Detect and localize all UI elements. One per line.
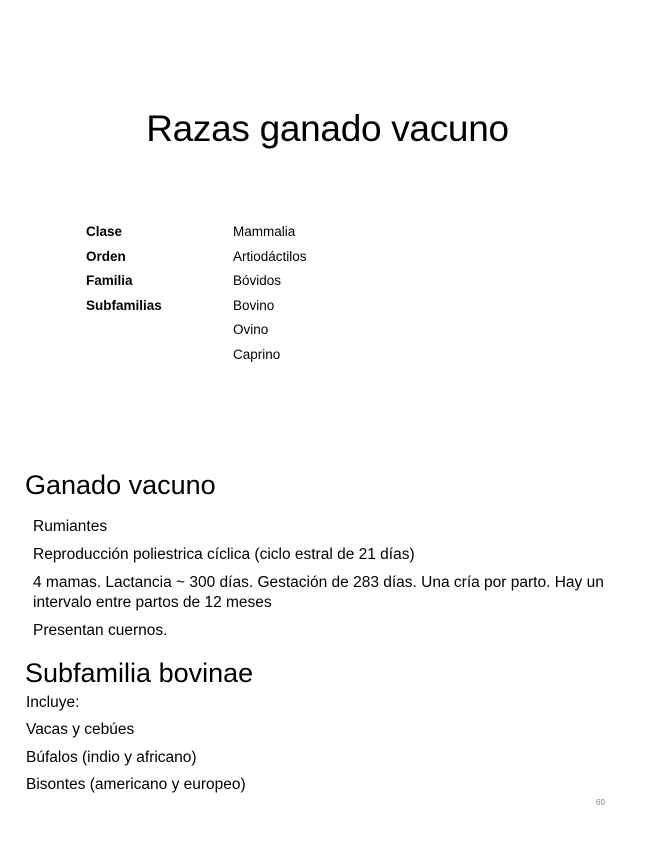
section-heading-subfamilia-bovinae: Subfamilia bovinae [25, 658, 254, 688]
taxonomy-row [86, 298, 406, 323]
taxonomy-value: Bovino [233, 297, 275, 313]
taxonomy-table [86, 224, 406, 372]
ganado-vacuno-list [33, 517, 643, 649]
taxonomy-key: Subfamilias [86, 297, 162, 313]
list-item: Vacas y cebúes [26, 721, 135, 739]
page-number: 60 [596, 798, 605, 807]
taxonomy-row [86, 224, 406, 249]
list-item: 4 mamas. Lactancia ~ 300 días. Gestación de 283 días. Una cría por parto. Hay un intervalo entre partos de 12 meses [33, 574, 604, 611]
taxonomy-value: Ovino [233, 322, 269, 338]
list-item: Búfalos (indio y africano) [26, 748, 197, 766]
taxonomy-value: Artiodáctilos [233, 248, 307, 264]
list-item: Rumiantes [33, 518, 108, 535]
list-item: Bisontes (americano y europeo) [26, 775, 246, 793]
taxonomy-key: Orden [86, 248, 126, 264]
taxonomy-value: Bóvidos [233, 273, 282, 289]
page-title: Razas ganado vacuno [146, 108, 509, 149]
taxonomy-row [86, 249, 406, 274]
taxonomy-row [86, 322, 406, 347]
taxonomy-key: Familia [86, 273, 133, 289]
section-heading-ganado-vacuno: Ganado vacuno [25, 470, 216, 500]
list-item: Incluye: [26, 694, 80, 711]
taxonomy-value: Mammalia [233, 224, 296, 239]
list-item: Reproducción poliestrica cíclica (ciclo estral de 21 días) [33, 546, 415, 563]
subfamilia-bovinae-list [26, 693, 636, 802]
list-item: Presentan cuernos. [33, 622, 168, 639]
taxonomy-row [86, 273, 406, 298]
taxonomy-value: Caprino [233, 346, 281, 362]
taxonomy-row [86, 347, 406, 372]
taxonomy-key: Clase [86, 224, 123, 239]
